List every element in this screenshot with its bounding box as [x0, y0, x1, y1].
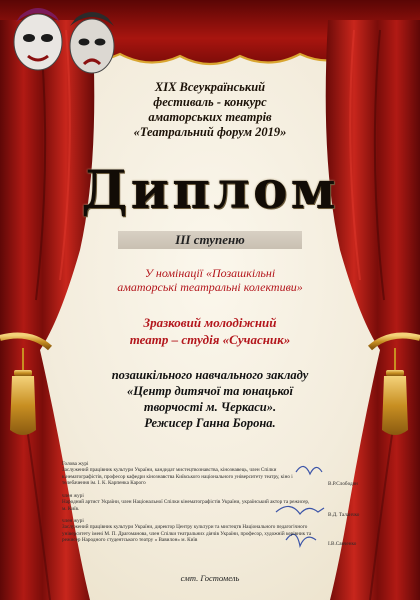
city-name: смт. Гостомель [180, 573, 240, 583]
jury-description: Народний артист України, член Національної Спілки кінематографістів України, український актор та режисер, м. Київ. [62, 499, 310, 512]
institution-line-4: Режисер Ганна Борона. [144, 416, 276, 430]
institution-line-1: позашкільного навчального закладу [111, 368, 309, 382]
nomination-line-1: У номінації «Позашкільні [144, 266, 276, 280]
jury-member [62, 518, 312, 544]
degree-badge: ІІІ ступеню [118, 231, 302, 249]
diploma-title: Диплом [81, 160, 339, 221]
jury-signature-name: В.Р.Слободян [328, 481, 358, 487]
jury-role: Голова журі [62, 461, 89, 467]
team-name [0, 314, 420, 348]
jury-member [62, 461, 312, 487]
nomination-line-2: аматорські театральні колективи» [117, 280, 303, 294]
jury-signature-name: В.Д. Таланчко [328, 512, 360, 518]
jury-description: Заслужений працівник культури України, кандидат мистецтвознавства, кінознавець, член Спілки кінематографістів, професор кафедри кінознавства Київського національного університету театру, кіно і телебачення ім. І. К. Карпенка Карого [62, 467, 293, 487]
festival-line-4: «Театральний форум 2019» [133, 125, 287, 139]
institution [0, 367, 420, 431]
team-line-2: театр – студія «Сучасник» [129, 332, 291, 347]
jury-member [62, 493, 312, 512]
festival-line-1: XIX Всеукраїнський [154, 80, 266, 94]
jury-role: член журі [62, 518, 84, 524]
institution-line-3: творчості м. Черкаси». [143, 400, 277, 414]
nomination [0, 266, 420, 294]
festival-line-2: фестиваль - конкурс [153, 95, 267, 109]
jury-role: член журі [62, 493, 84, 499]
festival-line-3: аматорських театрів [148, 110, 272, 124]
jury-signature-name: І.В.Савченко [328, 541, 357, 547]
festival-title [0, 80, 420, 140]
institution-line-2: «Центр дитячої та юнацької [126, 384, 294, 398]
jury-description: Заслужений працівник культури України, директор Центру культури та мистецтв Національного педагогічного університету імені М. П. Драгоманова, член Спілки театральних діячів України, професор, художній керівник та режисер Народного студентського театру « Вавилон» м. Київ [62, 524, 312, 544]
team-line-1: Зразковий молодіжний [143, 315, 277, 330]
